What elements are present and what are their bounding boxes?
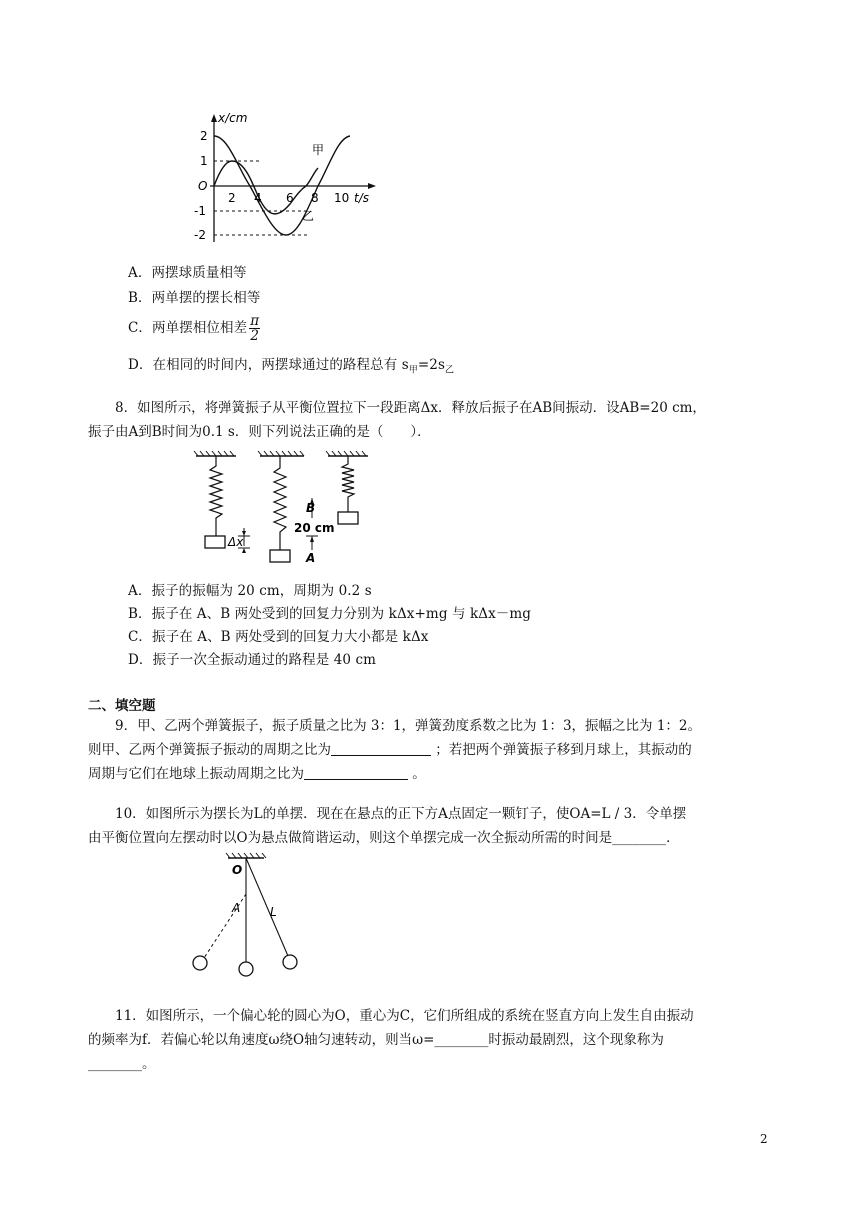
q7-option-c-text: C．两单摆相位相差 — [128, 320, 248, 336]
q7-option-d — [128, 356, 454, 380]
q8-stem-line2: 振子由A到B时间为0.1 s．则下列说法正确的是（ ）． — [88, 424, 431, 440]
q9-blank-1[interactable] — [331, 741, 431, 756]
q8-option-c: C．振子在 A、B 两处受到的回复力大小都是 kΔx — [128, 629, 429, 645]
bob-left — [193, 956, 207, 970]
q8-option-a: A．振子的振幅为 20 cm，周期为 0.2 s — [128, 583, 372, 599]
q7-oscillation-graph — [190, 108, 380, 248]
y-tick-minus2: -2 — [194, 228, 206, 242]
ceiling-1 — [194, 451, 236, 456]
q9-line1: 9．甲、乙两个弹簧振子，振子质量之比为 3：1，弹簧劲度系数之比为 1：3，振幅之比为 1：2。 — [115, 718, 701, 734]
q9-part2: 则甲、乙两个弹簧振子振动的周期之比为 — [88, 742, 331, 758]
q9-part4: 周期与它们在地球上振动周期之比为 — [88, 766, 304, 782]
y-tick-1: 1 — [200, 154, 208, 168]
q9-part5: 。 — [412, 766, 426, 782]
q10-stem — [88, 802, 772, 850]
q11-line2: 的频率为f．若偏心轮以角速度ω绕O轴匀速转动，则当ω=________时振动最剧烈，这个现象称为 — [88, 1032, 664, 1048]
q7-option-c-fraction — [249, 314, 260, 343]
distance-label: 20 cm — [294, 521, 335, 535]
x-tick-10: 10 — [334, 191, 350, 205]
q7-option-d-sub1: 甲 — [408, 365, 418, 376]
y-axis-label: x/cm — [218, 111, 248, 125]
ceiling-3 — [326, 451, 368, 456]
x-tick-6: 6 — [286, 191, 294, 205]
string-right — [246, 858, 288, 956]
q9-blank-2[interactable] — [304, 765, 408, 780]
q11-line1: 11．如图所示，一个偏心轮的圆心为O，重心为C，它们所组成的系统在竖直方向上发生自由振动 — [115, 1008, 694, 1024]
mass-2 — [270, 550, 290, 562]
q9-part3: ；若把两个弹簧振子移到月球上，其振动的 — [435, 742, 692, 758]
page-number: 2 — [760, 1132, 768, 1146]
q7-option-a: A．两摆球质量相等 — [128, 265, 247, 281]
a-point-label: A — [232, 901, 241, 915]
l-label: L — [270, 905, 277, 919]
fraction-denominator: 2 — [250, 328, 260, 344]
delta-x-label: Δx — [228, 535, 244, 549]
q7-option-c — [128, 314, 260, 343]
y-tick-minus1: -1 — [194, 204, 206, 218]
spring-1 — [210, 456, 222, 536]
q11-line3: ________。 — [88, 1056, 156, 1072]
fraction-numerator: π — [250, 313, 260, 329]
ceiling-2 — [258, 451, 304, 456]
q7-option-d-sub2: 乙 — [445, 365, 455, 376]
q9-line3 — [88, 762, 772, 786]
bob-center — [239, 962, 253, 976]
q8-stem-line1: 8．如图所示，将弹簧振子从平衡位置拉下一段距离Δx．释放后振子在AB间振动．设AB=20 cm， — [115, 400, 706, 416]
q8-option-b: B．振子在 A、B 两处受到的回复力分别为 kΔx+mg 与 kΔx－mg — [128, 606, 532, 622]
x-tick-4: 4 — [254, 191, 262, 205]
curve-jia-label: 甲 — [312, 143, 325, 157]
mass-1 — [205, 536, 225, 548]
q7-option-d-mid: =2s — [417, 357, 445, 373]
q8-stem — [88, 396, 772, 444]
curve-yi — [214, 161, 318, 214]
curve-yi-label: 乙 — [302, 209, 315, 223]
mass-3 — [338, 512, 358, 524]
x-axis-arrow — [368, 183, 376, 189]
spring-2 — [274, 456, 286, 550]
spring-3 — [342, 456, 354, 512]
q9-line2 — [88, 738, 772, 762]
q10-line1: 10．如图所示为摆长为L的单摆．现在在悬点的正下方A点固定一颗钉子，使OA=L / 3．令单摆 — [115, 806, 687, 822]
x-axis-label: t/s — [354, 191, 369, 205]
o-label: O — [232, 863, 243, 877]
b-label: B — [306, 501, 316, 515]
q8-option-d: D．振子一次全振动通过的路程是 40 cm — [128, 652, 377, 668]
x-tick-8: 8 — [311, 191, 319, 205]
a-label: A — [306, 551, 316, 565]
y-axis-arrow — [211, 114, 217, 122]
y-tick-2: 2 — [200, 129, 208, 143]
q9-stem — [88, 714, 772, 786]
x-tick-2: 2 — [228, 191, 236, 205]
bob-right — [283, 955, 297, 969]
q11-stem — [88, 1004, 772, 1076]
q7-option-b: B．两单摆的摆长相等 — [128, 290, 261, 306]
q10-pendulum-figure — [190, 850, 310, 980]
section-title: 二、填空题 — [88, 698, 156, 714]
q10-line2: 由平衡位置向左摆动时以O为悬点做简谐运动，则这个单摆完成一次全振动所需的时间是________． — [88, 830, 680, 846]
origin-label: O — [198, 179, 208, 193]
q8-spring-figure — [192, 450, 388, 568]
q7-option-d-text: D．在相同的时间内，两摆球通过的路程总有 s — [128, 357, 409, 373]
